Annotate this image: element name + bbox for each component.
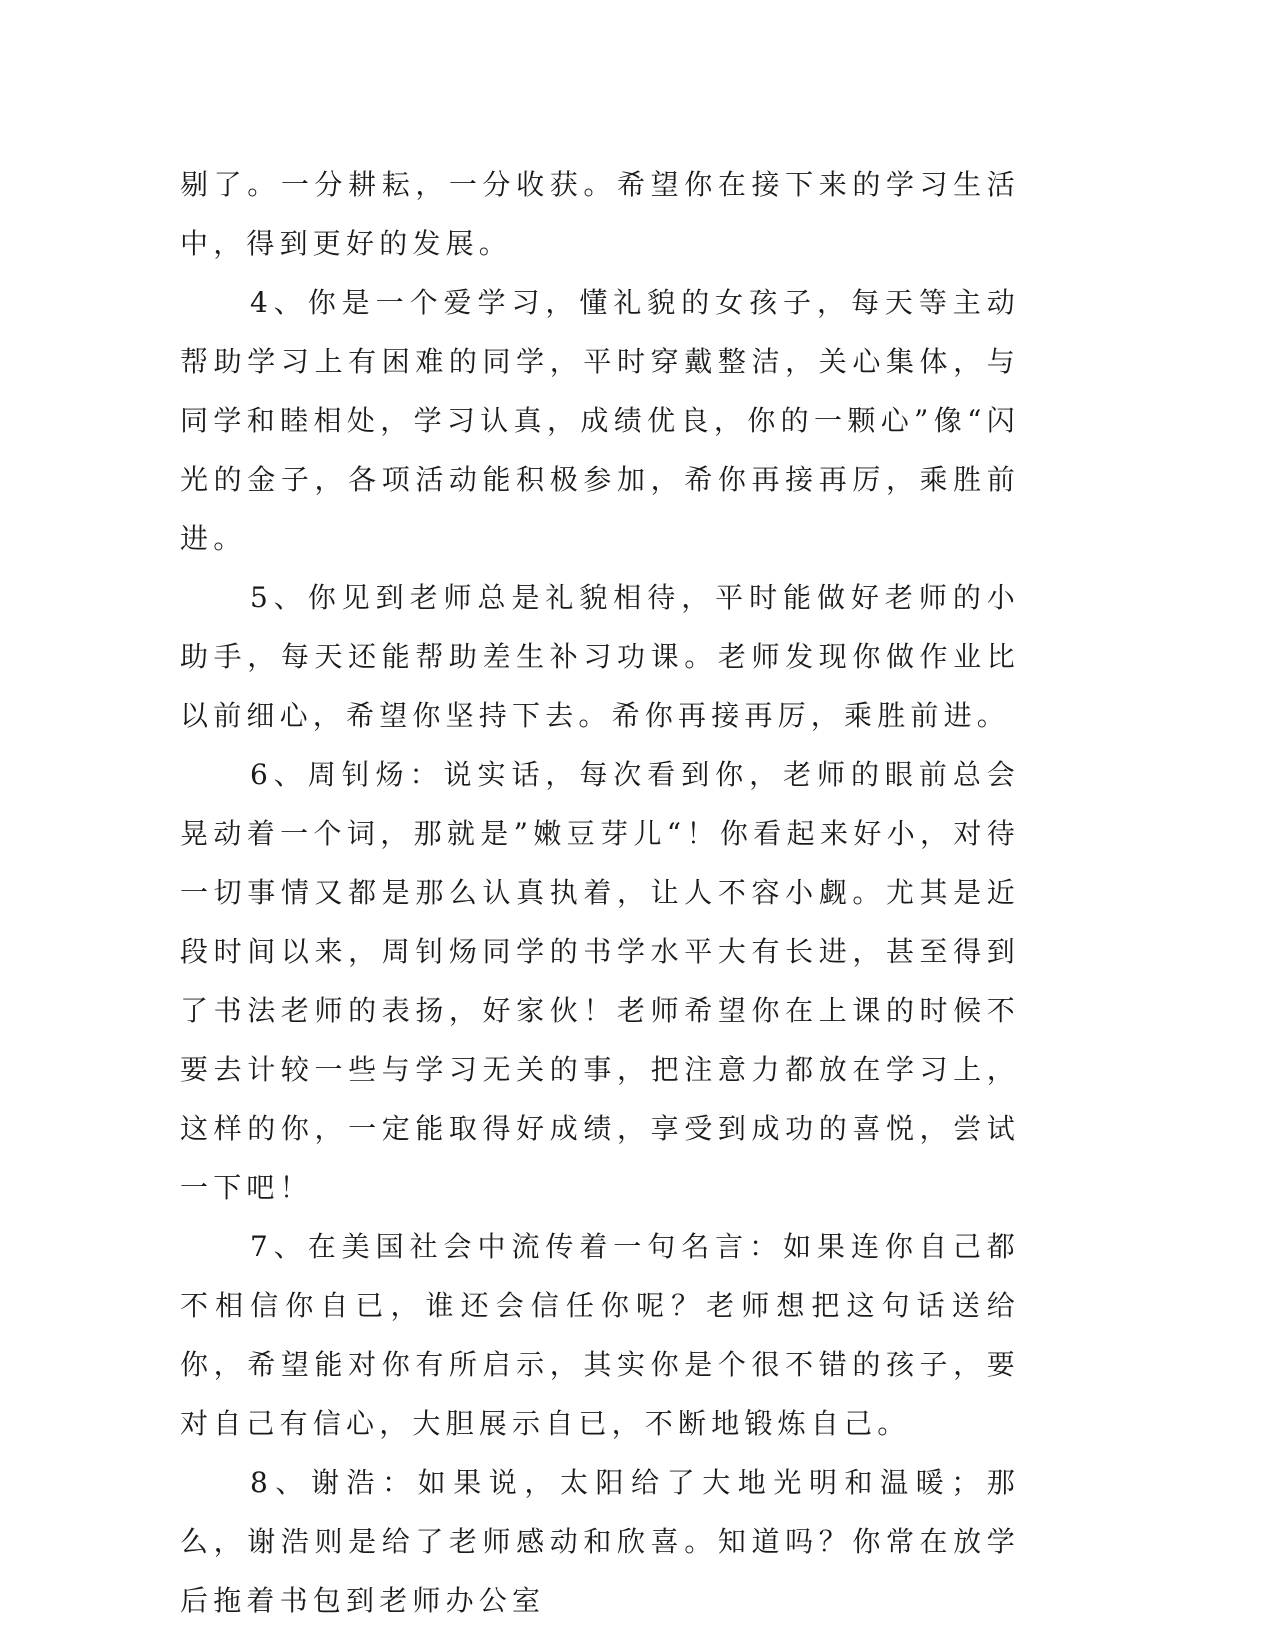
paragraph-item-5: 5、你见到老师总是礼貌相待，平时能做好老师的小助手，每天还能帮助差生补习功课。老师发现你做作业比以前细心，希望你坚持下去。希你再接再厉，乘胜前进。 bbox=[180, 581, 1020, 732]
paragraph-item-4: 4、你是一个爱学习，懂礼貌的女孩子，每天等主动帮助学习上有困难的同学，平时穿戴整洁，关心集体，与同学和睦相处，学习认真，成绩优良，你的一颗心”像“闪光的金子，各项活动能积极参加，希你再接再厉，乘胜前进。 bbox=[180, 286, 1020, 555]
paragraph-item-6: 6、周钊炀：说实话，每次看到你，老师的眼前总会晃动着一个词，那就是”嫩豆芽儿“！你看起来好小，对待一切事情又都是那么认真执着，让人不容小觑。尤其是近段时间以来，周钊炀同学的书学水平大有长进，甚至得到了书法老师的表扬，好家伙！老师希望你在上课的时候不要去计较一些与学习无关的事，把注意力都放在学习上，这样的你，一定能取得好成绩，享受到成功的喜悦，尝试一下吧！ bbox=[180, 758, 1020, 1204]
paragraph-item-7: 7、在美国社会中流传着一句名言：如果连你自己都不相信你自已，谁还会信任你呢？老师想把这句话送给你，希望能对你有所启示，其实你是个很不错的孩子，要对自己有信心，大胆展示自已，不断地锻炼自己。 bbox=[180, 1230, 1020, 1440]
document-body bbox=[180, 155, 1020, 1630]
paragraph-continuation: 剔了。一分耕耘，一分收获。希望你在接下来的学习生活中，得到更好的发展。 bbox=[180, 168, 1020, 260]
paragraph-item-8: 8、谢浩：如果说，太阳给了大地光明和温暖；那么，谢浩则是给了老师感动和欣喜。知道吗？你常在放学后拖着书包到老师办公室 bbox=[180, 1466, 1020, 1617]
